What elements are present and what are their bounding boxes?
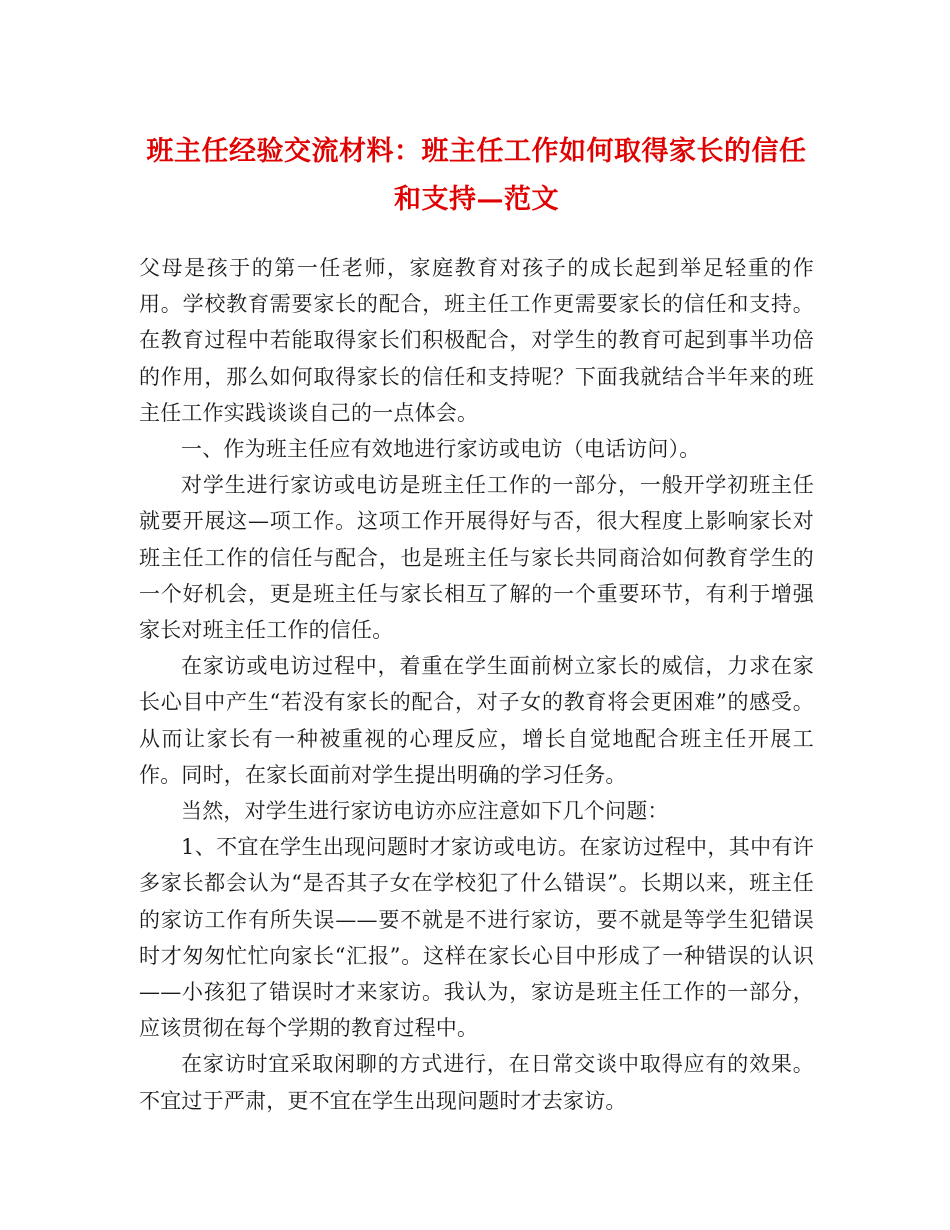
section-heading-1: 一、作为班主任应有效地进行家访或电访（电话访问）。 bbox=[181, 437, 701, 462]
paragraph: 1、不宜在学生出现问题时才家访或电访。在家访过程中，其中有许多家长都会认为“是否其子女在学校犯了什么错误”。长期以来，班主任的家访工作有所失误——要不就是不进行家访，要不就是等学生犯错误时才匆匆忙忙向家长“汇报”。这样在家长心目中形成了一种错误的认识——小孩犯了错误时才来家访。我认为，家访是班主任工作的一部分，应该贯彻在每个学期的教育过程中。 bbox=[139, 835, 814, 1041]
paragraph: 在家访时宜采取闲聊的方式进行，在日常交谈中取得应有的效果。不宜过于严肃，更不宜在学生出现问题时才去家访。 bbox=[139, 1052, 814, 1113]
document-body bbox=[139, 250, 814, 1119]
document-title bbox=[139, 128, 814, 224]
title-line-1: 班主任经验交流材料：班主任工作如何取得家长的信任 bbox=[146, 136, 807, 167]
paragraph: 对学生进行家访或电访是班主任工作的一部分，一般开学初班主任就要开展这—项工作。这项工作开展得好与否，很大程度上影响家长对班主任工作的信任与配合，也是班主任与家长共同商洽如何教育学生的一个好机会，更是班主任与家长相互了解的一个重要环节，有利于增强家长对班主任工作的信任。 bbox=[139, 473, 814, 643]
paragraph-intro: 父母是孩于的第一任老师，家庭教育对孩子的成长起到举足轻重的作用。学校教育需要家长的配合，班主任工作更需要家长的信任和支持。在教育过程中若能取得家长们积极配合，对学生的教育可起到事半功倍的作用，那么如何取得家长的信任和支持呢？下面我就结合半年来的班主任工作实践谈谈自己的一点体会。 bbox=[139, 256, 814, 425]
paragraph: 在家访或电访过程中，着重在学生面前树立家长的威信，力求在家长心目中产生“若没有家长的配合，对子女的教育将会更困难”的感受。从而让家长有一种被重视的心理反应，增长自觉地配合班主任开展工作。同时，在家长面前对学生提出明确的学习任务。 bbox=[139, 654, 814, 787]
title-line-2: 和支持—范文 bbox=[394, 184, 559, 215]
paragraph: 当然，对学生进行家访电访亦应注意如下几个问题： bbox=[181, 799, 669, 824]
